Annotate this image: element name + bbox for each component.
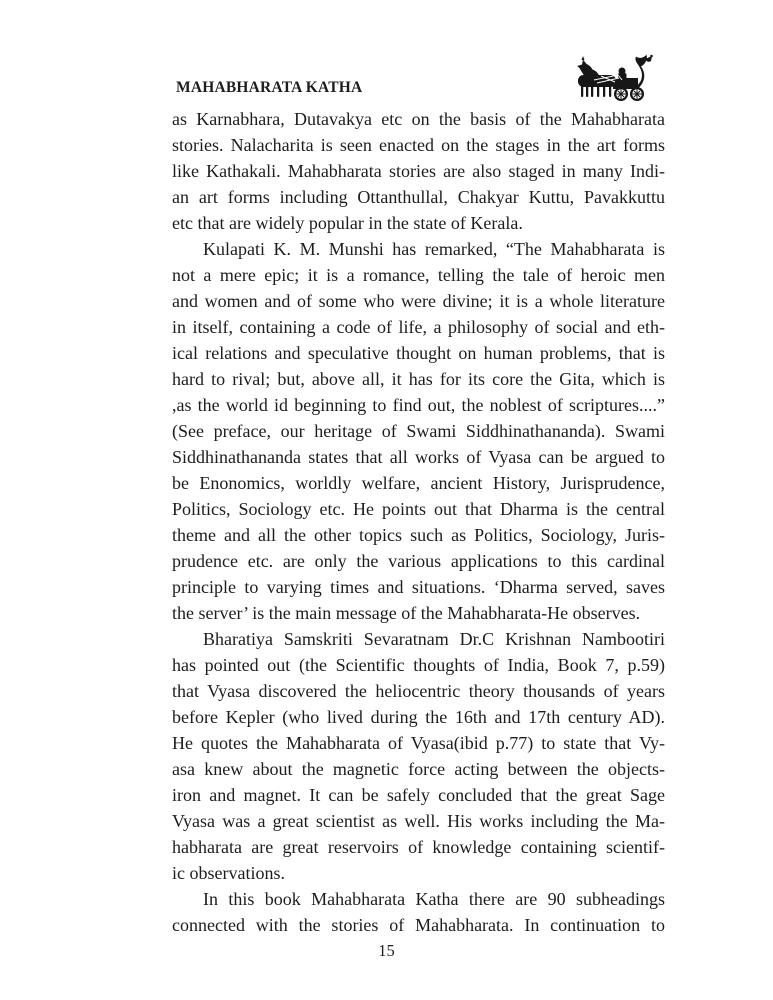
text-line: and women and of some who were divine; it is a whole literature bbox=[172, 291, 665, 311]
text-line: as Karnabhara, Dutavakya etc on the basis of the Mahabharata bbox=[172, 109, 665, 129]
paragraph bbox=[172, 106, 665, 236]
text-line: before Kepler (who lived during the 16th and 17th century AD). bbox=[172, 707, 665, 727]
text-line: connected with the stories of Mahabharata. In continuation to bbox=[172, 915, 665, 935]
paragraph bbox=[172, 886, 665, 938]
text-line: Vyasa was a great scientist as well. His works including the Ma- bbox=[172, 811, 665, 831]
text-line: has pointed out (the Scientific thoughts of India, Book 7, p.59) bbox=[172, 655, 665, 675]
text-line: ,as the world id beginning to find out, the noblest of scriptures....” bbox=[172, 395, 665, 415]
paragraph bbox=[172, 236, 665, 626]
page-footer bbox=[0, 941, 773, 961]
text-line: Politics, Sociology etc. He points out that Dharma is the central bbox=[172, 499, 665, 519]
text-line: hard to rival; but, above all, it has for its core the Gita, which is bbox=[172, 369, 665, 389]
text-line: ic observations. bbox=[172, 863, 285, 883]
text-line: not a mere epic; it is a romance, telling the tale of heroic men bbox=[172, 265, 665, 285]
text-line: In this book Mahabharata Katha there are 90 subheadings bbox=[203, 889, 665, 909]
text-line: iron and magnet. It can be safely concluded that the great Sage bbox=[172, 785, 665, 805]
running-title: MAHABHARATA KATHA bbox=[176, 79, 363, 96]
text-line: etc that are widely popular in the state of Kerala. bbox=[172, 213, 523, 233]
text-line: like Kathakali. Mahabharata stories are also staged in many Indi- bbox=[172, 161, 665, 181]
text-line: Siddhinathananda states that all works of Vyasa can be argued to bbox=[172, 447, 665, 467]
text-line: ical relations and speculative thought on human problems, that is bbox=[172, 343, 665, 363]
page-body bbox=[172, 106, 665, 938]
page-number: 15 bbox=[378, 941, 395, 960]
text-line: be Enonomics, worldly welfare, ancient History, Jurisprudence, bbox=[172, 473, 665, 493]
chariot-logo-icon bbox=[576, 54, 658, 104]
text-line: in itself, containing a code of life, a philosophy of social and eth- bbox=[172, 317, 665, 337]
text-line: stories. Nalacharita is seen enacted on the stages in the art forms bbox=[172, 135, 665, 155]
text-line: prudence etc. are only the various applications to this cardinal bbox=[172, 551, 665, 571]
text-line: He quotes the Mahabharata of Vyasa(ibid p.77) to state that Vy- bbox=[172, 733, 665, 753]
text-line: theme and all the other topics such as Politics, Sociology, Juris- bbox=[172, 525, 665, 545]
text-line: the server’ is the main message of the Mahabharata-He observes. bbox=[172, 603, 641, 623]
paragraph bbox=[172, 626, 665, 886]
text-line: (See preface, our heritage of Swami Siddhinathananda). Swami bbox=[172, 421, 665, 441]
text-line: habharata are great reservoirs of knowledge containing scientif- bbox=[172, 837, 665, 857]
text-line: asa knew about the magnetic force acting between the objects- bbox=[172, 759, 665, 779]
text-line: that Vyasa discovered the heliocentric theory thousands of years bbox=[172, 681, 665, 701]
text-line: an art forms including Ottanthullal, Chakyar Kuttu, Pavakkuttu bbox=[172, 187, 665, 207]
text-line: principle to varying times and situations. ‘Dharma served, saves bbox=[172, 577, 665, 597]
text-line: Kulapati K. M. Munshi has remarked, “The Mahabharata is bbox=[203, 239, 665, 259]
text-line: Bharatiya Samskriti Sevaratnam Dr.C Krishnan Nambootiri bbox=[203, 629, 665, 649]
